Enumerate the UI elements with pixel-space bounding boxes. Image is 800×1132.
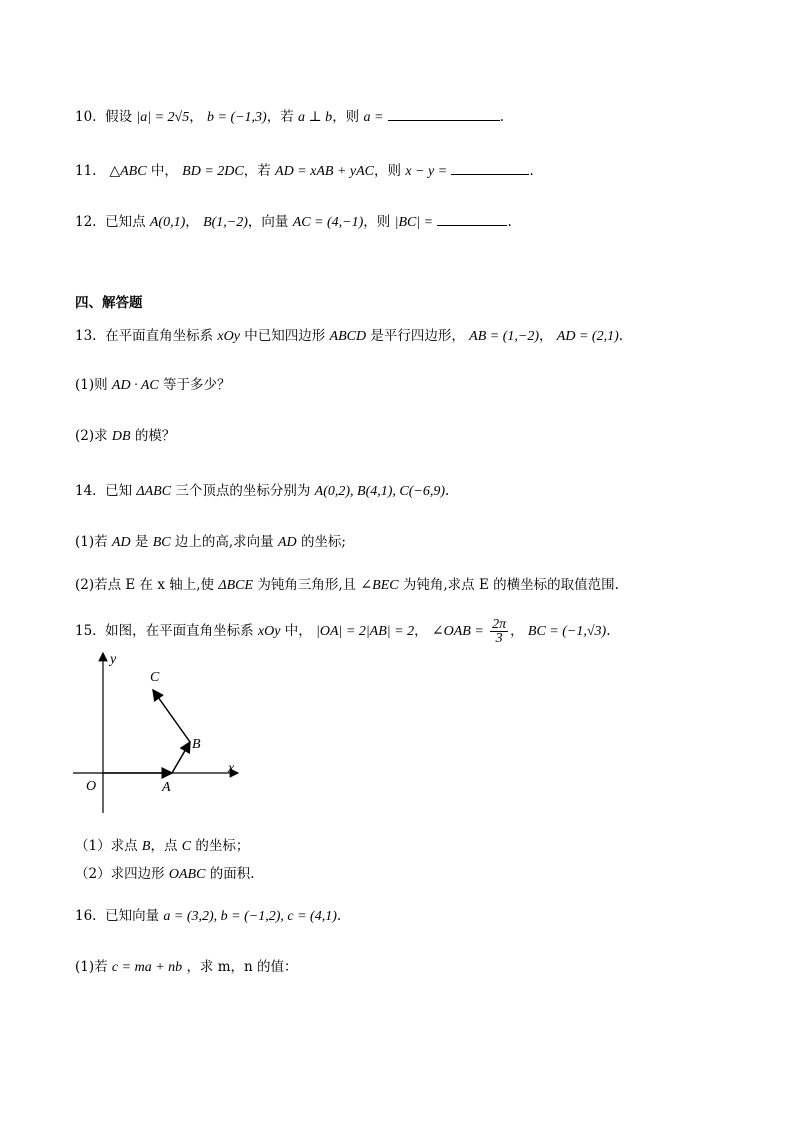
answer-blank[interactable] [451,160,529,175]
label-b: B [192,737,201,752]
answer-blank[interactable] [437,211,507,226]
label-o: O [86,779,97,794]
question-text: 为钝角,求点 E 的横坐标的取值范围. [402,577,619,593]
question-number: 13. [75,328,97,344]
question-16 [75,906,341,927]
question-text: 假设 [105,109,133,125]
math-expression: BD = 2DC [182,164,244,179]
question-14-part-1 [75,532,346,553]
math-expression: b = (−1,3) [207,110,267,125]
math-expression: AD = (2,1) [556,329,619,344]
question-text: 三个顶点的坐标分别为 [175,483,311,499]
math-expression: a = (3,2), b = (−1,2), c = (4,1) [163,909,337,924]
math-expression: AD [277,535,297,550]
math-expression: ∠BEC [360,578,399,593]
question-text: ，则 [363,214,391,230]
question-text: （1）求点 [75,838,138,854]
question-text: 边上的高,求向量 [174,534,274,550]
math-expression: △ABC [109,164,147,179]
separator: ， [414,623,428,639]
question-text: 的坐标； [195,838,250,854]
math-expression: A(0,1) [149,215,186,230]
question-text: 已知向量 [105,908,160,924]
math-expression: AC = (4,−1) [292,215,364,230]
math-expression: B [141,839,151,854]
question-15-part-2 [75,864,255,885]
label-x: x [228,761,235,776]
period: . [606,623,611,639]
math-expression: a = [363,110,384,125]
math-expression: xOy [257,624,281,639]
answer-blank[interactable] [388,106,500,121]
period: . [507,214,512,230]
question-number: 16. [75,908,97,924]
math-expression: xOy [217,329,240,344]
question-15-part-1 [75,836,249,857]
question-13 [75,326,623,347]
question-number: 12. [75,214,97,230]
fraction-numerator: 2π [492,617,507,632]
section-heading: 四、解答题 [75,295,143,311]
question-text: ，向量 [247,214,289,230]
separator: ， [510,623,524,639]
question-text: ，若 [266,109,294,125]
math-expression: |BC| = [394,215,434,230]
math-expression: c = ma + nb [111,960,183,975]
question-text: 的模？ [134,428,176,444]
part-label: (2)求 [75,428,108,444]
question-text: 等于多少？ [163,377,231,393]
part-label: (1)则 [75,377,108,393]
part-label: (1)若 [75,959,108,975]
question-14 [75,481,449,502]
question-number: 14. [75,483,97,499]
math-expression: A(0,2), B(4,1), C(−6,9) [314,484,446,499]
question-text: 中已知四边形 [244,328,326,344]
question-number: 15. [75,623,97,639]
question-text: ，则 [332,109,360,125]
question-text: 中， [284,623,312,639]
question-text: 是 [134,534,149,550]
label-y: y [110,652,117,667]
question-14-part-2 [75,575,619,596]
math-expression: AD [111,535,131,550]
math-expression: BC = (−1,√3) [527,624,607,639]
separator: ， [539,328,553,344]
question-text: 已知点 [105,214,146,230]
question-13-part-2 [75,426,175,447]
question-15 [75,618,610,645]
math-expression: ΔBCE [218,578,254,593]
part-label: (1)若 [75,534,108,550]
question-text: （2）求四边形 [75,866,165,882]
question-text: 中， [150,163,178,179]
coordinate-figure [68,648,258,818]
question-11 [75,160,534,182]
question-text: (2)若点 E 在 x 轴上,使 [75,577,215,593]
question-text: 的坐标; [300,534,346,550]
question-text: 的面积. [209,866,255,882]
math-expression: ∠OAB = [431,624,484,639]
period: . [529,163,534,179]
period: . [499,109,505,125]
vector-bc [153,690,190,742]
question-text: 为钝角三角形,且 [257,577,357,593]
question-text: ，若 [243,163,271,179]
question-text: 已知 [105,483,133,499]
question-text: ，求 m，n 的值： [186,959,298,975]
math-expression: AD = xAB + yAC [275,164,375,179]
question-text: 如图，在平面直角坐标系 [105,623,254,639]
period: . [618,328,624,344]
label-c: C [150,670,160,685]
math-expression: BC [152,535,171,550]
math-expression: DB [111,429,131,444]
question-text: ，点 [150,838,178,854]
math-expression: a ⊥ b [298,110,333,125]
question-number: 11. [75,163,97,179]
math-expression: ABCD [329,329,367,344]
period: . [445,483,450,499]
fraction [490,618,508,645]
fraction-denominator: 3 [495,631,503,646]
math-expression: ΔABC [136,484,172,499]
question-10 [75,106,504,128]
label-a: A [162,780,171,795]
question-12 [75,211,512,233]
math-expression: |OA| = 2|AB| = 2 [316,624,415,639]
question-text: 在平面直角坐标系 [105,328,214,344]
question-number: 10. [75,109,97,125]
separator: ， [189,109,203,125]
question-text: 是平行四边形， [370,328,465,344]
math-expression: C [181,839,192,854]
separator: ， [185,214,199,230]
period: . [336,908,342,924]
math-expression: OABC [168,867,206,882]
math-expression: x − y = [405,164,448,179]
question-13-part-1 [75,375,231,396]
math-expression: B(1,−2) [203,215,248,230]
math-expression: AB = (1,−2) [469,329,539,344]
question-16-part-1 [75,957,298,978]
math-expression: |a| = 2√5 [136,110,190,125]
math-expression: AD · AC [111,378,159,393]
vector-ab [172,742,190,773]
question-text: ，则 [374,163,402,179]
